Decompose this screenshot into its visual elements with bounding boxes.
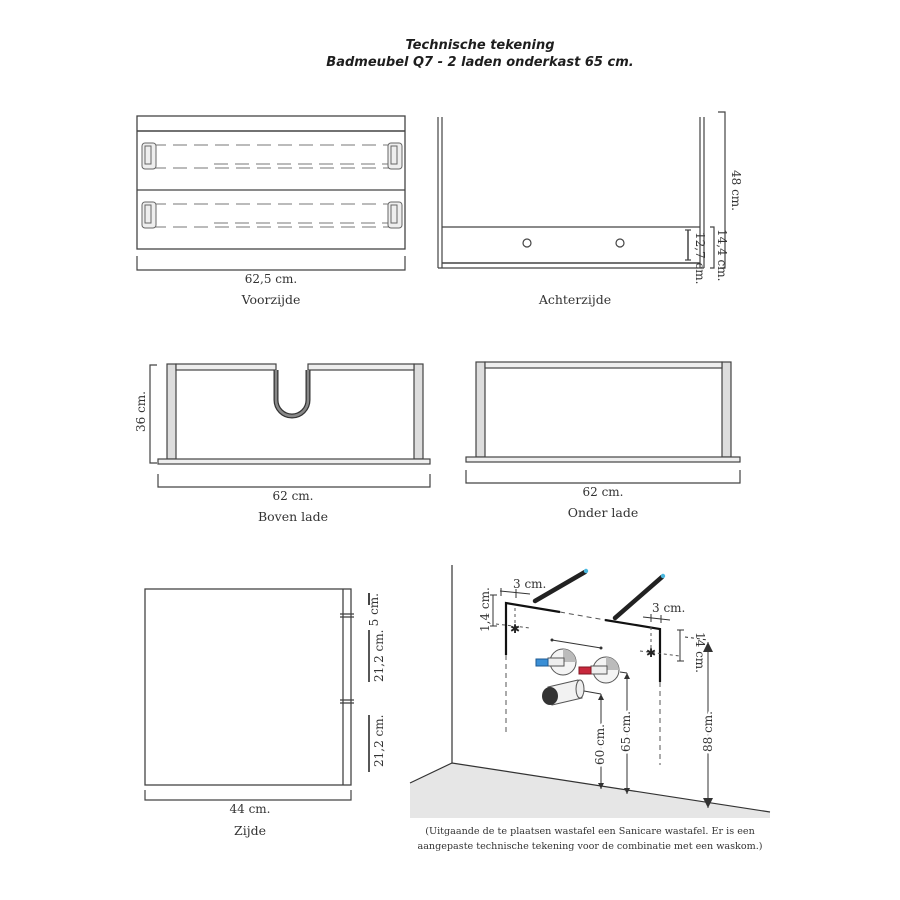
top-drawer-width-label: 62 cm. — [272, 489, 314, 503]
front-view — [137, 116, 405, 270]
install-valve-height-label: 65 cm. — [619, 711, 633, 752]
drawing-subtitle: Badmeubel Q7 - 2 laden onderkast 65 cm. — [326, 55, 634, 70]
top-drawer-height-label: 36 cm. — [134, 391, 148, 432]
bottom-drawer-width-label: 62 cm. — [582, 485, 624, 499]
top-drawer-caption: Boven lade — [257, 509, 329, 524]
hot-water-valve-icon — [579, 657, 619, 683]
back-hole-label: 12,7 cm. — [693, 232, 707, 285]
front-width-label: 62,5 cm. — [244, 272, 298, 286]
side-caption: Zijde — [234, 823, 266, 838]
side-width-label: 44 cm. — [229, 802, 271, 816]
installation-view — [410, 565, 770, 818]
drawing-title: Technische tekening — [405, 38, 555, 53]
install-top-height-label: 88 cm. — [701, 711, 715, 752]
front-caption: Voorzijde — [241, 292, 301, 307]
install-right-offset-label: 3 cm. — [652, 601, 686, 615]
bottom-drawer-caption: Onder lade — [567, 505, 639, 520]
back-panel-label: 14,4 cm. — [715, 229, 729, 282]
back-view — [438, 112, 725, 268]
install-left-offset-label: 3 cm. — [513, 577, 547, 591]
drain-pipe-icon — [542, 680, 584, 705]
install-left-drop-label: 1,4 cm. — [478, 587, 492, 632]
right-drill-mark-icon: ✱ — [646, 646, 657, 660]
back-height-label: 48 cm. — [729, 170, 743, 211]
install-right-drop-label: 14 cm. — [693, 632, 707, 673]
cold-water-valve-icon — [536, 649, 576, 675]
side-view — [145, 589, 369, 800]
left-drill-mark-icon: ✱ — [510, 622, 521, 636]
side-bottom-label: 21,2 cm. — [372, 714, 386, 767]
footnote — [400, 824, 780, 854]
footnote-line-1: (Uitgaande de te plaatsen wastafel een Sanicare wastafel. Er is een — [425, 826, 755, 837]
bottom-drawer-view — [466, 362, 740, 483]
install-drain-height-label: 60 cm. — [593, 724, 607, 765]
back-caption: Achterzijde — [538, 292, 612, 307]
footnote-line-2: aangepaste technische tekening voor de combinatie met een waskom.) — [417, 841, 763, 852]
side-mid-label: 21,2 cm. — [372, 629, 386, 682]
side-top-label: 5 cm. — [367, 593, 381, 627]
top-drawer-view — [150, 364, 430, 487]
